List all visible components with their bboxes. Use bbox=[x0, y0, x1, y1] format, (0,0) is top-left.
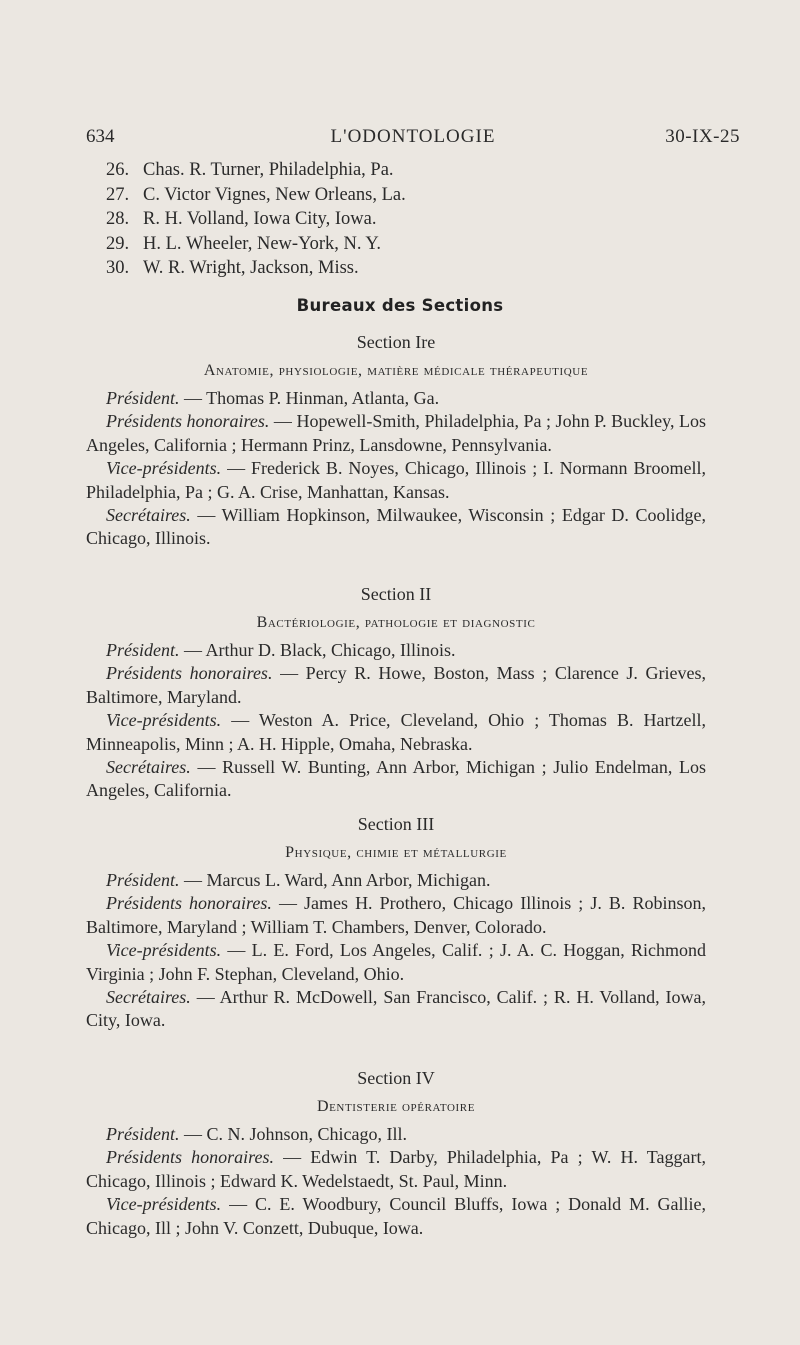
section-title: Section Ire bbox=[356, 332, 436, 352]
section-title: Section IV bbox=[357, 1068, 435, 1088]
section-body bbox=[86, 869, 706, 1033]
section-title: Section III bbox=[357, 814, 435, 834]
entry-president bbox=[86, 869, 706, 892]
list-item-text: H. L. Wheeler, New-York, N. Y. bbox=[143, 233, 382, 254]
role-label: Vice-présidents. bbox=[106, 458, 222, 479]
entry-secretaries bbox=[86, 756, 706, 803]
list-item-number: 29. bbox=[106, 233, 130, 254]
member-list bbox=[106, 158, 406, 281]
list-item bbox=[106, 158, 406, 183]
role-label: Secrétaires. bbox=[106, 987, 191, 1008]
issue-date: 30-IX-25 bbox=[665, 126, 740, 147]
role-names: — James H. Prothero, Chicago Illinois ; J. B. Robinson, Baltimore, Maryland ; William T. Chambers, Denver, Colorado. bbox=[86, 893, 706, 937]
section-subtitle: Physique, chimie et métallurgie bbox=[285, 844, 507, 861]
entry-vice-presidents bbox=[86, 709, 706, 756]
role-names: — Hopewell-Smith, Philadelphia, Pa ; John P. Buckley, Los Angeles, California ; Hermann Prinz, Lansdowne, Pennsylvania. bbox=[86, 411, 707, 455]
journal-title: L'ODONTOLOGIE bbox=[330, 126, 496, 147]
role-label: Vice-présidents. bbox=[106, 940, 222, 961]
role-label: Présidents honoraires. bbox=[106, 411, 270, 432]
list-item bbox=[106, 232, 406, 257]
role-names: — Arthur R. McDowell, San Francisco, Calif. ; R. H. Volland, Iowa, City, Iowa. bbox=[86, 987, 706, 1031]
entry-honorary-presidents bbox=[86, 1146, 706, 1193]
role-label: Présidents honoraires. bbox=[106, 663, 273, 684]
list-item-number: 28. bbox=[106, 209, 130, 229]
role-names: — C. N. Johnson, Chicago, Ill. bbox=[179, 1124, 407, 1144]
entry-president bbox=[86, 639, 706, 662]
role-label: Président. bbox=[106, 1124, 180, 1144]
section-body bbox=[86, 1123, 706, 1240]
section-1 bbox=[86, 330, 706, 551]
list-item-text: R. H. Volland, Iowa City, Iowa. bbox=[143, 209, 377, 229]
running-head bbox=[86, 126, 740, 150]
list-item bbox=[106, 183, 406, 208]
role-names: — Arthur D. Black, Chicago, Illinois. bbox=[179, 640, 456, 660]
section-4 bbox=[86, 1066, 706, 1240]
entry-honorary-presidents bbox=[86, 662, 706, 709]
section-body bbox=[86, 387, 706, 551]
role-names: — Weston A. Price, Cleveland, Ohio ; Thomas B. Hartzell, Minneapolis, Minn ; A. H. Hipple, Omaha, Nebraska. bbox=[86, 710, 706, 754]
entry-president bbox=[86, 1123, 706, 1146]
role-names: — Marcus L. Ward, Ann Arbor, Michigan. bbox=[179, 870, 491, 890]
entry-president bbox=[86, 387, 706, 410]
role-label: Vice-présidents. bbox=[106, 710, 222, 731]
role-label: Présidents honoraires. bbox=[106, 893, 272, 914]
role-names: — Russell W. Bunting, Ann Arbor, Michigan ; Julio Endelman, Los Angeles, California. bbox=[86, 757, 706, 801]
section-subtitle: Dentisterie opératoire bbox=[316, 1098, 476, 1115]
entry-honorary-presidents bbox=[86, 410, 706, 457]
list-item-number: 30. bbox=[106, 258, 130, 278]
section-title: Section II bbox=[360, 584, 432, 604]
entry-vice-presidents bbox=[86, 457, 706, 504]
role-names: — L. E. Ford, Los Angeles, Calif. ; J. A. C. Hoggan, Richmond Virginia ; John F. Stephan, Cleveland, Ohio. bbox=[86, 940, 706, 984]
section-subtitle: Bactériologie, pathologie et diagnostic bbox=[256, 614, 536, 631]
role-label: Président. bbox=[106, 388, 180, 408]
bureaux-heading: Bureaux des Sections bbox=[296, 296, 504, 315]
section-3 bbox=[86, 812, 706, 1033]
role-label: Président. bbox=[106, 870, 180, 890]
entry-secretaries bbox=[86, 986, 706, 1033]
role-label: Secrétaires. bbox=[106, 757, 191, 778]
entry-vice-presidents bbox=[86, 1193, 706, 1240]
entry-honorary-presidents bbox=[86, 892, 706, 939]
list-item-text: Chas. R. Turner, Philadelphia, Pa. bbox=[143, 160, 394, 180]
list-item-text: W. R. Wright, Jackson, Miss. bbox=[143, 258, 359, 278]
role-names: — Percy R. Howe, Boston, Mass ; Clarence J. Grieves, Baltimore, Maryland. bbox=[86, 663, 707, 707]
role-names: — C. E. Woodbury, Council Bluffs, Iowa ; Donald M. Gallie, Chicago, Ill ; John V. Conzett, Dubuque, Iowa. bbox=[86, 1194, 706, 1238]
list-item bbox=[106, 207, 406, 232]
role-label: Vice-présidents. bbox=[106, 1194, 222, 1215]
section-subtitle: Anatomie, physiologie, matière médicale thérapeutique bbox=[203, 362, 589, 379]
role-names: — Frederick B. Noyes, Chicago, Illinois ; I. Normann Broomell, Philadelphia, Pa ; G. A. Crise, Manhattan, Kansas. bbox=[86, 458, 706, 502]
page-number: 634 bbox=[86, 126, 115, 147]
role-label: Secrétaires. bbox=[106, 505, 191, 526]
list-item-text: C. Victor Vignes, New Orleans, La. bbox=[143, 184, 406, 205]
role-names: — Edwin T. Darby, Philadelphia, Pa ; W. H. Taggart, Chicago, Illinois ; Edward K. Wedelstaedt, St. Paul, Minn. bbox=[86, 1147, 706, 1191]
section-body bbox=[86, 639, 706, 803]
role-label: Président. bbox=[106, 640, 180, 660]
entry-vice-presidents bbox=[86, 939, 706, 986]
section-2 bbox=[86, 582, 706, 803]
role-label: Présidents honoraires. bbox=[106, 1147, 274, 1168]
list-item-number: 27. bbox=[106, 184, 130, 205]
list-item-number: 26. bbox=[106, 160, 130, 180]
entry-secretaries bbox=[86, 504, 706, 551]
list-item bbox=[106, 256, 406, 281]
role-names: — Thomas P. Hinman, Atlanta, Ga. bbox=[179, 388, 440, 408]
role-names: — William Hopkinson, Milwaukee, Wisconsin ; Edgar D. Coolidge, Chicago, Illinois. bbox=[86, 505, 706, 549]
